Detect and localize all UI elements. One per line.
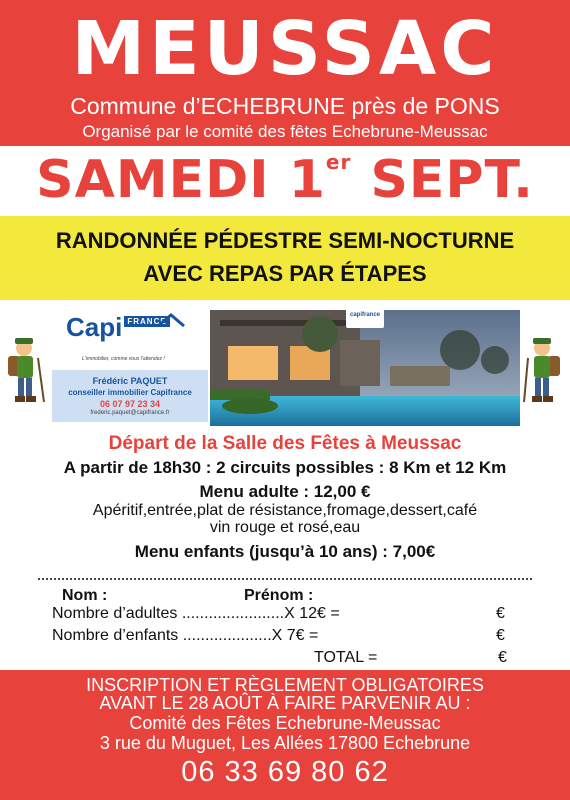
circuits-info: A partir de 18h30 : 2 circuits possibles : 8 Km et 12 Km: [63, 458, 507, 477]
footer-band: [0, 670, 570, 800]
agent-title: conseiller immobilier Capifrance: [68, 388, 192, 397]
date-ordinal: er: [325, 150, 352, 174]
agent-contact-box: [52, 370, 208, 422]
event-type-band: [0, 216, 570, 300]
children-count-line: Nombre d’enfants ....................X 7€ =: [52, 627, 319, 644]
town-title: MEUSSAC: [71, 6, 499, 92]
event-info: [0, 428, 570, 573]
sponsor-row: [0, 300, 570, 428]
contact-phone: 06 33 69 80 62: [181, 756, 389, 788]
menu-items-line1: Apéritif,entrée,plat de résistance,fromage,dessert,café: [92, 502, 478, 519]
child-menu-price: Menu enfants (jusqu’à 10 ans) : 7,00€: [134, 542, 436, 561]
agent-phone: 06 07 97 23 34: [99, 399, 161, 409]
roof-icon: [156, 312, 186, 328]
children-euro-sign: €: [496, 627, 505, 644]
total-euro-sign: €: [498, 649, 507, 666]
commune-subtitle: Commune d’ECHEBRUNE près de PONS: [70, 93, 500, 119]
date-band: [0, 146, 570, 216]
menu-items-line2: vin rouge et rosé,eau: [209, 518, 361, 536]
hiker-right-icon: [520, 336, 564, 406]
total-label: TOTAL =: [314, 649, 378, 666]
header-band: [0, 0, 570, 146]
deadline-line: AVANT LE 28 AOÛT À FAIRE PARVENIR AU :: [99, 693, 471, 713]
photo-brand-badge: capifrance: [346, 304, 384, 328]
committee-address: 3 rue du Muguet, Les Allées 17800 Echebrune: [99, 733, 471, 753]
event-date: [0, 150, 570, 210]
name-field-label: Nom :: [62, 587, 108, 604]
committee-name: Comité des Fêtes Echebrune-Meussac: [129, 713, 441, 733]
capifrance-logo: Capi $^{FRANCE}$: [66, 312, 170, 343]
agent-email: frederic.paquet@capifrance.fr: [90, 410, 170, 416]
adults-count-line: Nombre d’adultes .......................X 12€ =: [52, 605, 340, 622]
agent-name: Frédéric PAQUET: [92, 376, 168, 386]
capifrance-tagline: L'immobilier, comme vous l'attendez !: [82, 356, 165, 362]
event-type-line1: RANDONNÉE PÉDESTRE SEMI-NOCTURNE: [55, 228, 515, 253]
date-day: SAMEDI 1: [36, 150, 326, 210]
adult-menu-price: Menu adulte : 12,00 €: [199, 482, 371, 501]
event-type-line2: AVEC REPAS PAR ÉTAPES: [143, 261, 427, 286]
capifrance-card: [52, 304, 208, 424]
organizer-line: Organisé par le comité des fêtes Echebrune-Meussac: [82, 122, 488, 141]
menu-items: [0, 503, 570, 537]
registration-required: INSCRIPTION ET RÈGLEMENT OBLIGATOIRES: [86, 675, 484, 695]
registration-form: [0, 586, 570, 668]
departure-location: Départ de la Salle des Fêtes à Meussac: [108, 433, 462, 454]
hiker-left-icon: [4, 336, 48, 406]
cut-line: [38, 578, 532, 580]
firstname-field-label: Prénom :: [244, 587, 314, 604]
date-month: SEPT.: [351, 150, 534, 210]
adults-euro-sign: €: [496, 605, 505, 622]
